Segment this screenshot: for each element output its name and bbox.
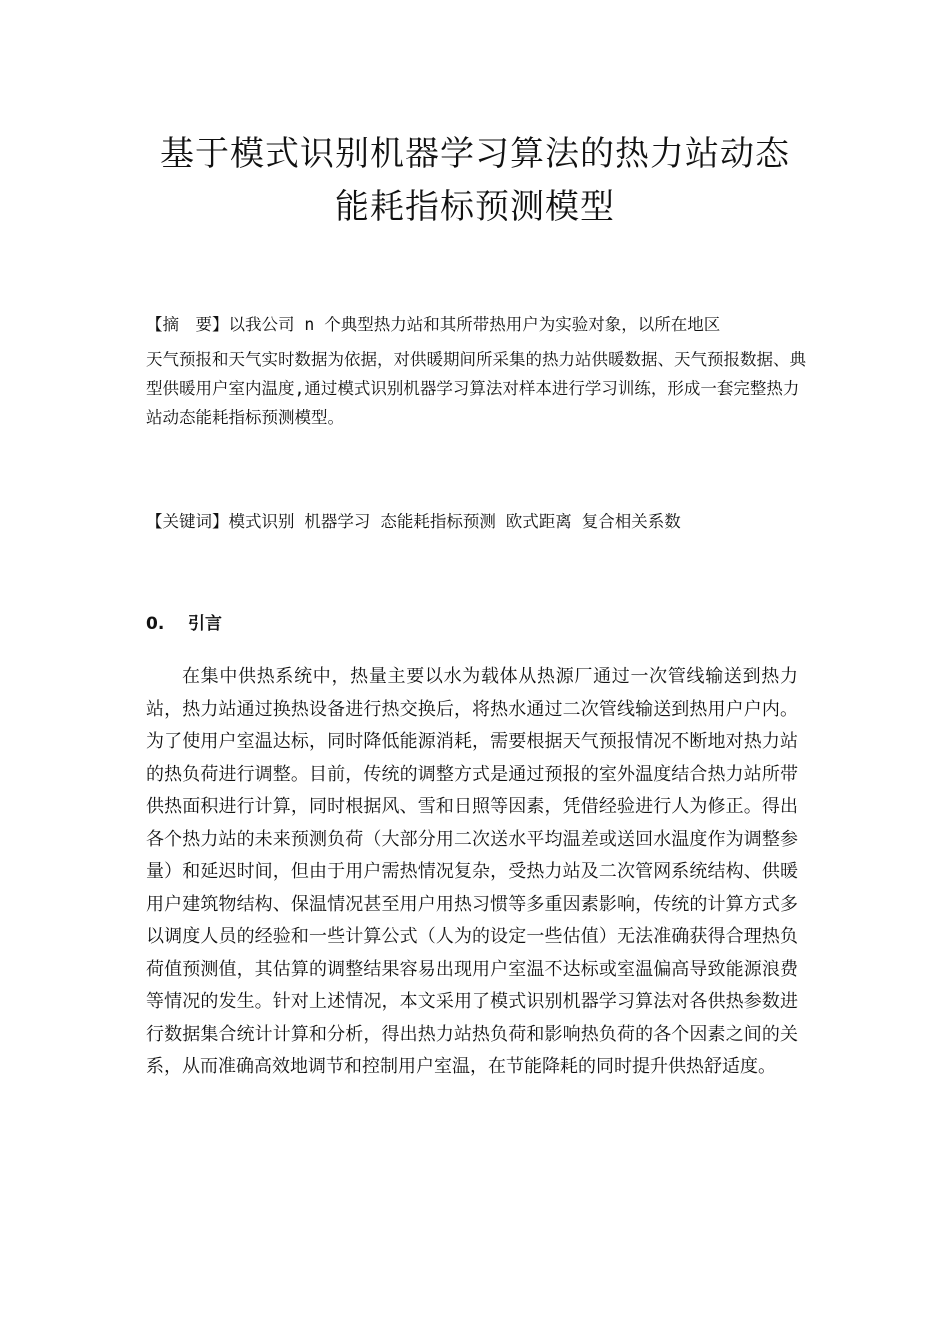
body-paragraph: 在集中供热系统中，热量主要以水为载体从热源厂通过一次管线输送到热力站，热力站通过换热设备进行热交换后，将热水通过二次管线输送到热用户户内。为了使用户室温达标，同时降低能源消耗，需要根据天气预报情况不断地对热力站的热负荷进行调整。目前，传统的调整方式是通过预报的室外温度结合热力站所带供热面积进行计算，同时根据风、雪和日照等因素，凭借经验进行人为修正。得出各个热力站的未来预测负荷（大部分用二次送水平均温差或送回水温度作为调整参量）和延迟时间，但由于用户需热情况复杂，受热力站及二次管网系统结构、供暖用户建筑物结构、保温情况甚至用户用热习惯等多重因素影响，传统的计算方式多以调度人员的经验和一些计算公式（人为的设定一些估值）无法准确获得合理热负荷值预测值，其估算的调整结果容易出现用户室温不达标或室温偏高导致能源浪费等情况的发生。针对上述情况，本文采用了模式识别机器学习算法对各供热参数进行数据集合统计计算和分析，得出热力站热负荷和影响热负荷的各个因素之间的关系，从而准确高效地调节和控制用户室温，在节能降耗的同时提升供热舒适度。	[146, 666, 798, 1077]
keywords-label: 【关键词】	[146, 512, 229, 531]
title-line-1: 基于模式识别机器学习算法的热力站动态	[160, 134, 790, 174]
section-heading	[146, 610, 222, 638]
section-title: 引言	[188, 614, 222, 634]
abstract-text: 天气预报和天气实时数据为依据，对供暖期间所采集的热力站供暖数据、天气预报数据、典型供暖用户室内温度,通过模式识别机器学习算法对样本进行学习训练，形成一套完整热力站动态能耗指标预测模型。	[146, 350, 806, 427]
abstract-first-line	[146, 310, 806, 339]
keywords	[146, 508, 806, 536]
abstract	[146, 310, 806, 432]
title-line-2: 能耗指标预测模型	[335, 187, 615, 227]
abstract-text-line1: 以我公司 n 个典型热力站和其所带热用户为实验对象，以所在地区	[228, 315, 721, 334]
section-number: 0.	[146, 614, 165, 634]
paper-title	[100, 128, 850, 234]
abstract-label: 【摘 要】	[146, 315, 229, 334]
keywords-text: 模式识别 机器学习 态能耗指标预测 欧式距离 复合相关系数	[228, 512, 681, 531]
